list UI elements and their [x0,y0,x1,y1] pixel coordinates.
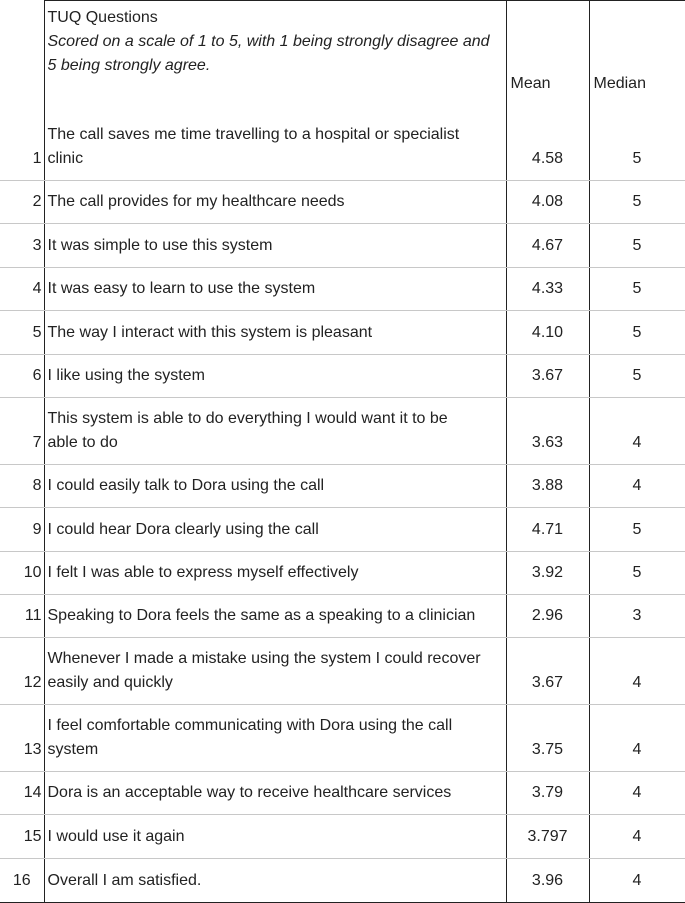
question-number: 8 [0,465,44,508]
question-number: 2 [0,181,44,224]
median-value: 5 [589,311,685,355]
table-body [0,1,685,903]
median-value: 5 [589,268,685,311]
mean-value: 3.92 [506,552,589,595]
scale-note-line-2: 5 being strongly agree. [47,57,211,74]
mean-value: 3.96 [506,859,589,903]
mean-value: 4.71 [506,508,589,552]
question-text-cell [44,508,506,552]
question-text-line-1: Overall I am satisfied. [47,872,202,889]
question-text-cell [44,268,506,311]
question-text-cell [44,114,506,181]
median-value: 4 [589,815,685,859]
mean-value: 3.88 [506,465,589,508]
question-number: 16 [0,859,44,903]
mean-header: Mean [506,1,589,115]
table-row [0,508,685,552]
table-row [0,355,685,398]
question-text-line-1: This system is able to do everything I would want it to be [47,410,448,427]
question-text-line-2: easily and quickly [47,674,173,691]
table-row [0,224,685,268]
median-value: 4 [589,398,685,465]
mean-value: 3.67 [506,355,589,398]
question-text-line-1: The call saves me time travelling to a hospital or specialist [47,126,460,143]
table-row [0,705,685,772]
table-row [0,181,685,224]
header-row [0,1,685,115]
question-text-line-2: able to do [47,434,118,451]
question-number: 6 [0,355,44,398]
median-value: 5 [589,181,685,224]
question-text-cell [44,705,506,772]
scale-note-line-1: Scored on a scale of 1 to 5, with 1 being strongly disagree and [47,33,490,50]
table-row [0,311,685,355]
mean-value: 3.797 [506,815,589,859]
question-text-cell [44,224,506,268]
question-text-line-2: clinic [47,150,84,167]
question-text-line-1: It was simple to use this system [47,237,273,254]
question-text-line-1: The way I interact with this system is pleasant [47,324,373,341]
table-row [0,595,685,638]
table-row [0,268,685,311]
question-text-cell [44,465,506,508]
median-value: 4 [589,705,685,772]
mean-value: 4.10 [506,311,589,355]
mean-value: 4.67 [506,224,589,268]
header-number-cell [0,1,44,115]
table-row [0,638,685,705]
table-row [0,465,685,508]
median-value: 5 [589,114,685,181]
mean-value: 3.75 [506,705,589,772]
question-text-cell [44,355,506,398]
median-value: 5 [589,355,685,398]
median-value: 4 [589,859,685,903]
question-text-line-1: I could hear Dora clearly using the call [47,521,319,538]
median-value: 5 [589,508,685,552]
mean-value: 3.79 [506,772,589,815]
table-row [0,815,685,859]
mean-value: 2.96 [506,595,589,638]
questions-title: TUQ Questions [47,9,158,26]
header-question-cell [44,1,506,115]
question-text-line-1: It was easy to learn to use the system [47,280,316,297]
question-number: 10 [0,552,44,595]
question-text-line-2: system [47,741,99,758]
question-text-cell [44,398,506,465]
median-value: 5 [589,224,685,268]
question-number: 1 [0,114,44,181]
mean-value: 4.08 [506,181,589,224]
question-number: 13 [0,705,44,772]
table-row [0,552,685,595]
median-value: 5 [589,552,685,595]
question-text-cell [44,311,506,355]
question-text-cell [44,595,506,638]
question-text-cell [44,181,506,224]
mean-value: 3.67 [506,638,589,705]
question-text-line-1: Whenever I made a mistake using the system I could recover [47,650,481,667]
question-number: 14 [0,772,44,815]
table-row [0,772,685,815]
question-text-line-1: Dora is an acceptable way to receive healthcare services [47,784,452,801]
mean-value: 4.58 [506,114,589,181]
median-value: 4 [589,465,685,508]
question-text-cell [44,815,506,859]
mean-value: 4.33 [506,268,589,311]
question-number: 4 [0,268,44,311]
question-text-line-1: The call provides for my healthcare needs [47,193,345,210]
table-row [0,114,685,181]
median-header: Median [589,1,685,115]
median-value: 4 [589,638,685,705]
median-value: 3 [589,595,685,638]
question-text-line-1: Speaking to Dora feels the same as a speaking to a clinician [47,607,476,624]
table-row [0,398,685,465]
question-number: 12 [0,638,44,705]
question-number: 15 [0,815,44,859]
question-text-line-1: I felt I was able to express myself effectively [47,564,359,581]
question-number: 7 [0,398,44,465]
table-row [0,859,685,903]
question-text-line-1: I would use it again [47,828,185,845]
mean-value: 3.63 [506,398,589,465]
median-value: 4 [589,772,685,815]
question-text-cell [44,772,506,815]
question-number: 9 [0,508,44,552]
question-text-line-1: I could easily talk to Dora using the call [47,477,325,494]
question-text-cell [44,638,506,705]
question-text-cell [44,552,506,595]
question-text-cell [44,859,506,903]
question-number: 11 [0,595,44,638]
question-text-line-1: I feel comfortable communicating with Dora using the call [47,717,453,734]
question-number: 5 [0,311,44,355]
question-text-line-1: I like using the system [47,367,205,384]
question-number: 3 [0,224,44,268]
